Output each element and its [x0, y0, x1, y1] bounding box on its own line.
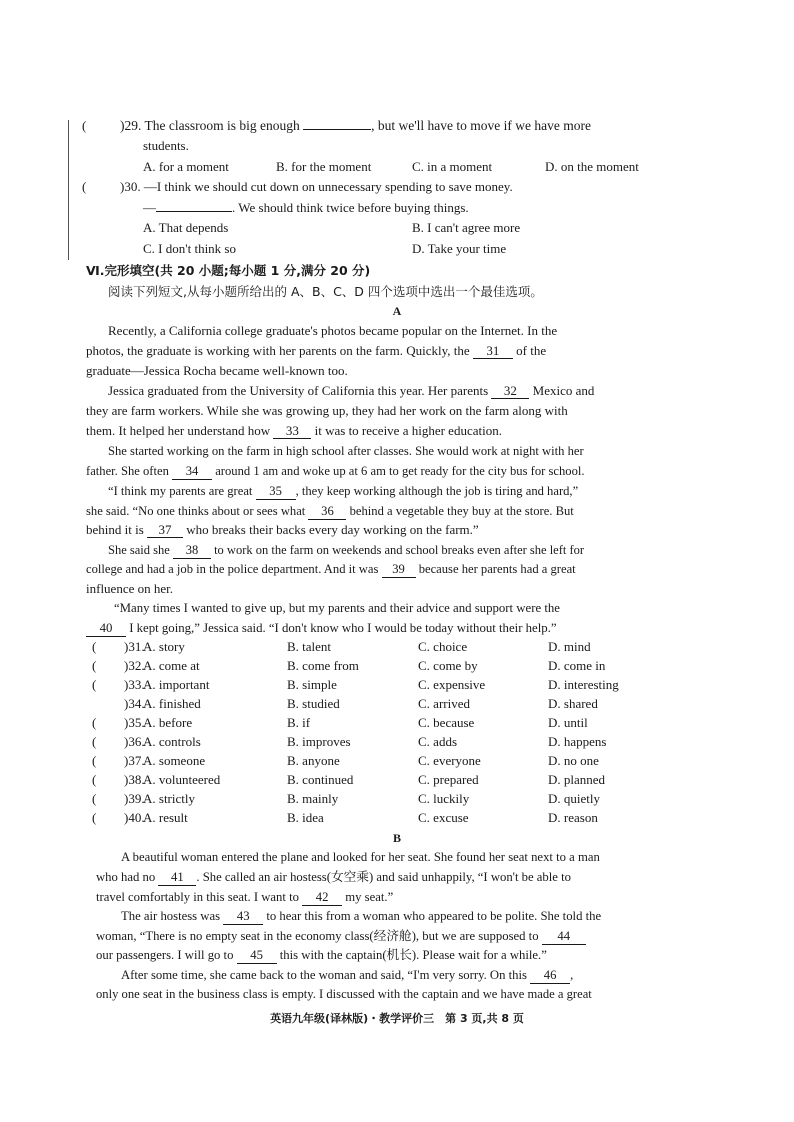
text: Jessica graduated from the University of California this year. Her parents — [108, 383, 489, 398]
blank-46: 46 — [530, 968, 570, 984]
passage-b-line — [96, 946, 547, 964]
option-b: B. mainly — [287, 791, 339, 806]
text: , they keep working although the job is tiring and hard,” — [295, 484, 579, 498]
passage-b-line — [96, 868, 571, 886]
passage-a-line: “Many times I wanted to give up, but my parents and their advice and support were the — [114, 601, 560, 615]
passage-b-line — [96, 888, 393, 906]
option-c: C. choice — [418, 639, 468, 654]
passage-a-line — [86, 342, 546, 360]
page-footer: 英语九年级(译林版)・教学评价三 第 3 页,共 8 页 — [270, 1012, 524, 1025]
blank-35: 35 — [256, 484, 296, 500]
option-c: C. because — [418, 715, 475, 730]
q30-line2: . We should think twice before buying things. — [232, 200, 469, 215]
text: The air hostess was — [121, 909, 221, 923]
blank-39: 39 — [382, 562, 416, 578]
q29-blank — [303, 129, 371, 130]
option-num: )40. — [124, 810, 145, 825]
passage-b-label: B — [392, 831, 401, 845]
q30-blank — [156, 211, 232, 212]
passage-b-line: A beautiful woman entered the plane and looked for her seat. She found her seat next to a man — [121, 850, 600, 864]
text: college and had a job in the police department. And it was — [86, 562, 379, 576]
option-paren: ( — [92, 734, 97, 749]
passage-a-line — [86, 422, 502, 440]
option-num: )31. — [124, 639, 145, 654]
q29-option-b: B. for the moment — [276, 159, 372, 174]
passage-a-line — [108, 541, 584, 559]
option-c: C. adds — [418, 734, 457, 749]
option-num: )34. — [124, 696, 145, 711]
option-d: D. until — [548, 715, 588, 730]
text: to hear this from a woman who appeared to be polite. She told the — [266, 909, 602, 923]
q30-option-c: C. I don't think so — [143, 241, 236, 256]
blank-33: 33 — [273, 423, 311, 439]
text: who had no — [96, 870, 156, 884]
blank-32: 32 — [491, 383, 529, 399]
text: because her parents had a great — [418, 562, 576, 576]
option-d: D. quietly — [548, 791, 600, 806]
passage-a-line: Recently, a California college graduate's photos became popular on the Internet. In the — [108, 323, 558, 338]
q30-option-a: A. That depends — [143, 220, 229, 235]
option-c: C. excuse — [418, 810, 469, 825]
q30-paren: ( — [82, 179, 87, 194]
passage-a-line — [86, 560, 576, 578]
option-paren: ( — [92, 715, 97, 730]
option-d: D. planned — [548, 772, 606, 787]
text: around 1 am and woke up at 6 am to get ready for the city bus for school. — [215, 464, 585, 478]
blank-40: 40 — [86, 621, 126, 637]
option-paren: ( — [92, 639, 97, 654]
passage-a-line: they are farm workers. While she was growing up, they had her work on the farm along with — [86, 403, 568, 418]
option-a: A. someone — [143, 753, 206, 768]
option-a: A. important — [143, 677, 210, 692]
passage-b-line — [121, 907, 601, 925]
text: I kept going,” Jessica said. “I don't know who I would be today without their help.” — [129, 621, 557, 635]
option-c: C. arrived — [418, 696, 470, 711]
text: behind it is — [86, 522, 144, 537]
option-a: A. strictly — [143, 791, 195, 806]
text: woman, “There is no empty seat in the economy class(经济舱), but we are supposed to — [96, 929, 539, 943]
q29-number: )29. — [120, 118, 142, 133]
option-b: B. simple — [287, 677, 337, 692]
blank-34: 34 — [172, 464, 212, 480]
q30-number: )30. — [120, 179, 141, 194]
q29-option-d: D. on the moment — [545, 159, 639, 174]
passage-a-line: influence on her. — [86, 581, 173, 596]
option-num: )39. — [124, 791, 145, 806]
text: of the — [516, 343, 547, 358]
option-c: C. expensive — [418, 677, 486, 692]
text: father. She often — [86, 464, 169, 478]
option-d: D. reason — [548, 810, 598, 825]
q29-text-post: , but we'll have to move if we have more — [371, 118, 591, 133]
option-b: B. improves — [287, 734, 351, 749]
q30-response — [143, 199, 469, 217]
option-c: C. come by — [418, 658, 478, 673]
passage-a-line — [86, 462, 585, 480]
q29-text-pre: The classroom is big enough — [144, 118, 300, 133]
option-b: B. anyone — [287, 753, 340, 768]
option-a: A. finished — [143, 696, 201, 711]
option-num: )33. — [124, 677, 145, 692]
option-num: )37. — [124, 753, 145, 768]
text: , — [570, 968, 574, 982]
blank-43: 43 — [223, 909, 263, 925]
text: “I think my parents are great — [108, 484, 253, 498]
blank-31: 31 — [473, 343, 513, 359]
blank-37: 37 — [147, 522, 183, 538]
option-paren: ( — [92, 753, 97, 768]
passage-b-line: only one seat in the business class is empty. I discussed with the captain and we have made a great — [96, 987, 592, 1001]
text: my seat.” — [345, 890, 394, 904]
option-a: A. before — [143, 715, 193, 730]
option-paren: ( — [92, 677, 97, 692]
q29-option-c: C. in a moment — [412, 159, 493, 174]
passage-a-line: She started working on the farm in high school after classes. She would work at night with her — [108, 444, 584, 458]
passage-b-line — [96, 927, 586, 945]
q30-stem — [120, 178, 513, 196]
margin-rule — [68, 120, 69, 260]
blank-45: 45 — [237, 948, 277, 964]
option-d: D. happens — [548, 734, 607, 749]
blank-44: 44 — [542, 929, 586, 945]
option-paren: ( — [92, 810, 97, 825]
option-b: B. come from — [287, 658, 359, 673]
text: it was to receive a higher education. — [314, 423, 502, 438]
passage-a-line — [108, 382, 594, 400]
q30-option-d: D. Take your time — [412, 241, 507, 256]
blank-38: 38 — [173, 543, 211, 559]
text: them. It helped her understand how — [86, 423, 271, 438]
passage-a-line — [86, 521, 479, 539]
option-a: A. come at — [143, 658, 200, 673]
text: who breaks their backs every day working on the farm.” — [186, 522, 479, 537]
option-paren: ( — [92, 658, 97, 673]
option-b: B. idea — [287, 810, 324, 825]
option-b: B. talent — [287, 639, 332, 654]
blank-41: 41 — [158, 870, 196, 886]
option-c: C. luckily — [418, 791, 470, 806]
option-a: A. volunteered — [143, 772, 221, 787]
option-paren: ( — [92, 772, 97, 787]
text: photos, the graduate is working with her parents on the farm. Quickly, the — [86, 343, 470, 358]
blank-42: 42 — [302, 890, 342, 906]
option-b: B. if — [287, 715, 311, 730]
text: this with the captain(机长). Please wait for a while.” — [279, 948, 547, 962]
text: She said she — [108, 543, 170, 557]
passage-a-line — [86, 502, 574, 520]
passage-a-line: graduate—Jessica Rocha became well-known too. — [86, 363, 348, 378]
option-c: C. prepared — [418, 772, 479, 787]
passage-a-label: A — [392, 304, 402, 318]
option-d: D. come in — [548, 658, 606, 673]
text: behind a vegetable they buy at the store. But — [349, 504, 574, 518]
option-b: B. studied — [287, 696, 340, 711]
q29-stem — [120, 117, 591, 135]
q30-option-b: B. I can't agree more — [412, 220, 521, 235]
option-num: )38. — [124, 772, 145, 787]
option-b: B. continued — [287, 772, 354, 787]
option-paren: ( — [92, 791, 97, 806]
passage-a-line — [108, 482, 578, 500]
text: . She called an air hostess(女空乘) and said unhappily, “I won't be able to — [196, 870, 571, 884]
text: After some time, she came back to the woman and said, “I'm very sorry. On this — [121, 968, 527, 982]
q30-dash: — — [143, 200, 156, 215]
option-d: D. interesting — [548, 677, 619, 692]
option-num: )32. — [124, 658, 145, 673]
section-title: Ⅵ.完形填空(共 20 小题;每小题 1 分,满分 20 分) — [86, 263, 371, 278]
q29-continuation: students. — [143, 138, 189, 153]
option-d: D. shared — [548, 696, 598, 711]
passage-a-line — [86, 619, 557, 637]
option-a: A. controls — [143, 734, 201, 749]
option-num: )35. — [124, 715, 145, 730]
text: to work on the farm on weekends and school breaks even after she left for — [214, 543, 585, 557]
option-d: D. no one — [548, 753, 599, 768]
blank-36: 36 — [308, 504, 346, 520]
option-num: )36. — [124, 734, 145, 749]
option-d: D. mind — [548, 639, 591, 654]
text: Mexico and — [532, 383, 595, 398]
option-a: A. story — [143, 639, 185, 654]
q29-paren: ( — [82, 118, 87, 133]
passage-b-line — [121, 966, 573, 984]
text: our passengers. I will go to — [96, 948, 234, 962]
text: travel comfortably in this seat. I want to — [96, 890, 299, 904]
text: she said. “No one thinks about or sees what — [86, 504, 306, 518]
section-instructions: 阅读下列短文,从每小题所给出的 A、B、C、D 四个选项中选出一个最佳选项。 — [108, 284, 543, 299]
option-a: A. result — [143, 810, 188, 825]
q30-line1: —I think we should cut down on unnecessary spending to save money. — [143, 179, 513, 194]
q29-option-a: A. for a moment — [143, 159, 229, 174]
option-c: C. everyone — [418, 753, 481, 768]
